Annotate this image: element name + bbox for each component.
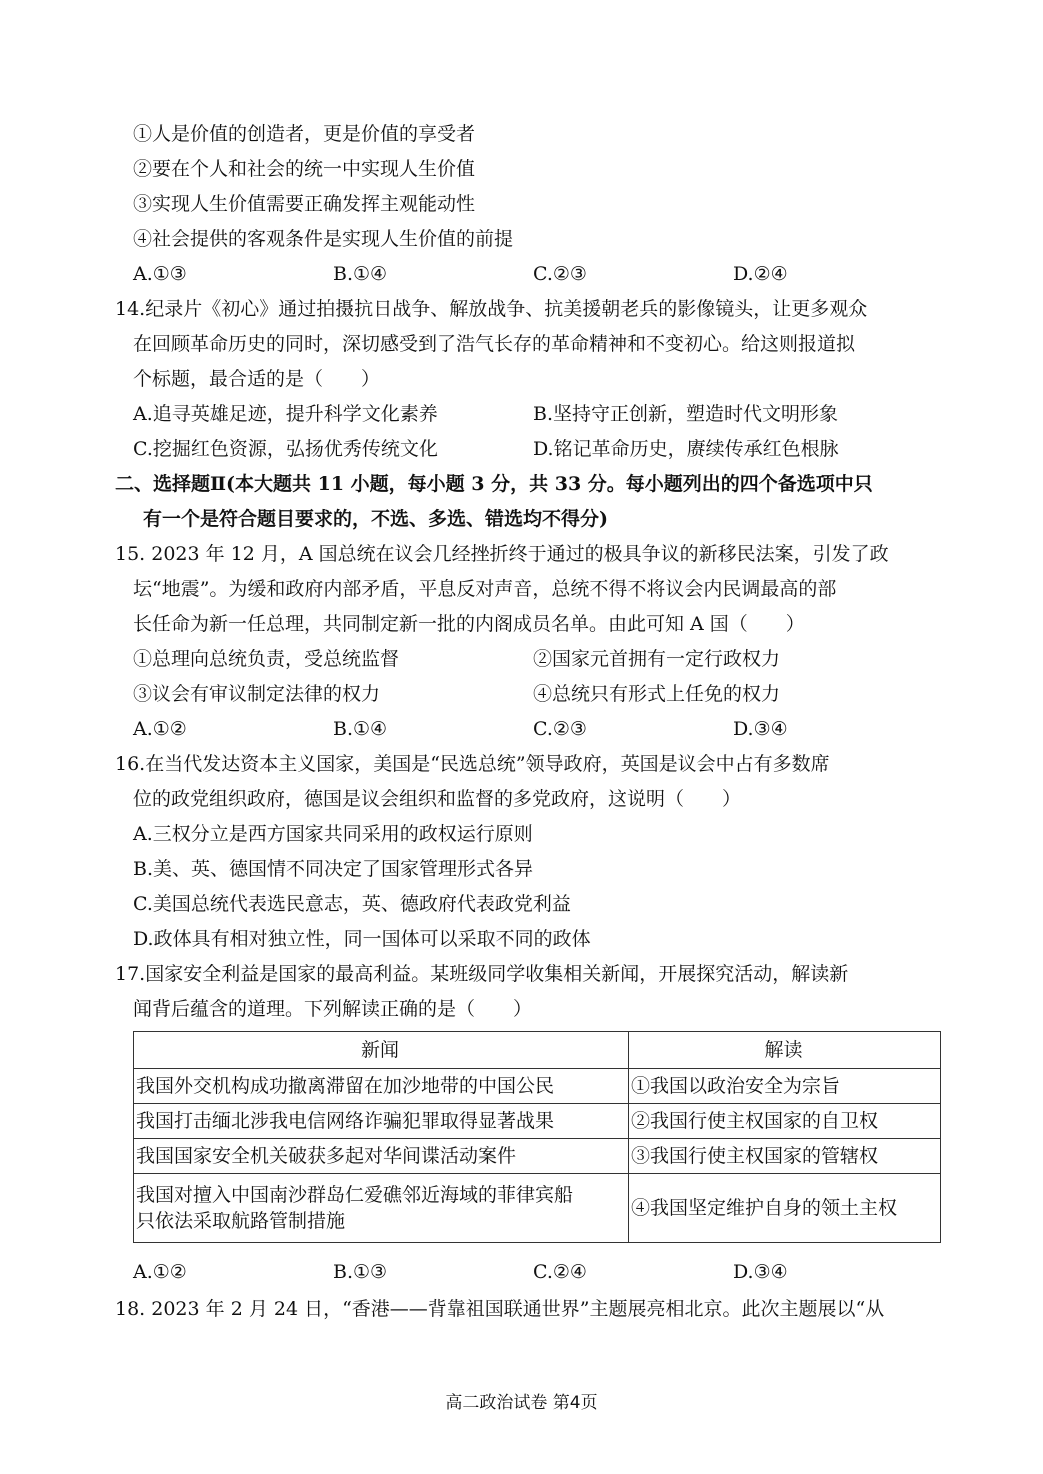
- table-row: [134, 1174, 941, 1243]
- q17-option-a: A.①②: [133, 1261, 187, 1283]
- q16-stem-line-2: 位的政党组织政府，德国是议会组织和监督的多党政府，这说明（ ）: [133, 788, 742, 810]
- q13-option-a: A.①③: [133, 263, 187, 285]
- q14-option-a: A.追寻英雄足迹，提升科学文化素养: [133, 403, 438, 425]
- q17-stem-line-1: 17.国家安全利益是国家的最高利益。某班级同学收集相关新闻，开展探究活动，解读新: [115, 963, 849, 985]
- q14-option-d: D.铭记革命历史，赓续传承红色根脉: [533, 438, 839, 460]
- q14-stem-line-1: 14.纪录片《初心》通过拍摄抗日战争、解放战争、抗美援朝老兵的影像镜头，让更多观众: [115, 298, 868, 320]
- q17-stem-line-2: 闻背后蕴含的道理。下列解读正确的是（ ）: [133, 998, 533, 1020]
- table-cell-news: 我国国家安全机关破获多起对华间谍活动案件: [134, 1139, 629, 1174]
- q17-option-b: B.①③: [333, 1261, 388, 1283]
- q13-option-d: D.②④: [733, 263, 788, 285]
- table-cell-interpretation: ①我国以政治安全为宗旨: [629, 1069, 941, 1104]
- table-row: [134, 1104, 941, 1139]
- q16-option-b: B.美、英、德国情不同决定了国家管理形式各异: [133, 858, 534, 880]
- q13-item-1: ①人是价值的创造者，更是价值的享受者: [133, 123, 476, 145]
- page-footer: 高二政治试卷 第4页: [445, 1393, 598, 1413]
- table-row: [134, 1069, 941, 1104]
- table-cell-interpretation: ③我国行使主权国家的管辖权: [629, 1139, 941, 1174]
- q13-item-3: ③实现人生价值需要正确发挥主观能动性: [133, 193, 476, 215]
- q15-item-4: ④总统只有形式上任免的权力: [533, 683, 781, 705]
- q13-item-4: ④社会提供的客观条件是实现人生价值的前提: [133, 228, 514, 250]
- q15-item-1: ①总理向总统负责，受总统监督: [133, 648, 400, 670]
- q15-stem-line-2: 坛“地震”。为缓和政府内部矛盾，平息反对声音，总统不得不将议会内民调最高的部: [133, 578, 837, 600]
- q15-stem-line-1: 15. 2023 年 12 月，A 国总统在议会几经挫折终于通过的极具争议的新移民法案，引发了政: [115, 543, 889, 565]
- q16-stem-line-1: 16.在当代发达资本主义国家，美国是“民选总统”领导政府，英国是议会中占有多数席: [115, 753, 830, 775]
- q15-option-b: B.①④: [333, 718, 388, 740]
- table-row: [134, 1139, 941, 1174]
- q16-option-a: A.三权分立是西方国家共同采用的政权运行原则: [133, 823, 533, 845]
- q15-stem-line-3: 长任命为新一任总理，共同制定新一批的内阁成员名单。由此可知 A 国（ ）: [133, 613, 805, 635]
- q17-option-d: D.③④: [733, 1261, 788, 1283]
- q15-option-a: A.①②: [133, 718, 187, 740]
- q17-news-table: [133, 1031, 941, 1243]
- q14-option-b: B.坚持守正创新，塑造时代文明形象: [533, 403, 839, 425]
- q15-item-2: ②国家元首拥有一定行政权力: [533, 648, 781, 670]
- section-2-heading-line-2: 有一个是符合题目要求的，不选、多选、错选均不得分): [143, 508, 608, 530]
- q14-stem-line-3: 个标题，最合适的是（ ）: [133, 368, 381, 390]
- table-cell-news-line-2: 只依法采取航路管制措施: [136, 1210, 346, 1232]
- q13-item-2: ②要在个人和社会的统一中实现人生价值: [133, 158, 476, 180]
- q14-stem-line-2: 在回顾革命历史的同时，深切感受到了浩气长存的革命精神和不变初心。给这则报道拟: [133, 333, 856, 355]
- q13-option-c: C.②③: [533, 263, 587, 285]
- q15-item-3: ③议会有审议制定法律的权力: [133, 683, 381, 705]
- q16-option-c: C.美国总统代表选民意志，英、德政府代表政党利益: [133, 893, 571, 915]
- q13-option-b: B.①④: [333, 263, 388, 285]
- q15-option-d: D.③④: [733, 718, 788, 740]
- table-cell-news: 我国打击缅北涉我电信网络诈骗犯罪取得显著战果: [134, 1104, 629, 1139]
- q18-stem-line-1: 18. 2023 年 2 月 24 日，“香港——背靠祖国联通世界”主题展亮相北京。此次主题展以“从: [115, 1298, 885, 1320]
- q17-option-c: C.②④: [533, 1261, 587, 1283]
- section-2-heading-line-1: 二、选择题Ⅱ(本大题共 11 小题，每小题 3 分，共 33 分。每小题列出的四个备选项中只: [115, 473, 873, 495]
- table-cell-interpretation: ④我国坚定维护自身的领土主权: [629, 1174, 941, 1243]
- table-cell-news: [134, 1174, 629, 1243]
- q14-option-c: C.挖掘红色资源，弘扬优秀传统文化: [133, 438, 438, 460]
- table-cell-news: 我国外交机构成功撤离滞留在加沙地带的中国公民: [134, 1069, 629, 1104]
- table-cell-interpretation: ②我国行使主权国家的自卫权: [629, 1104, 941, 1139]
- q15-option-c: C.②③: [533, 718, 587, 740]
- table-header-interpretation: 解读: [629, 1032, 941, 1069]
- table-header-news: 新闻: [134, 1032, 629, 1069]
- table-header-row: [134, 1032, 941, 1069]
- table-cell-news-line-1: 我国对擅入中国南沙群岛仁爱礁邻近海域的菲律宾船: [136, 1184, 574, 1206]
- q16-option-d: D.政体具有相对独立性，同一国体可以采取不同的政体: [133, 928, 591, 950]
